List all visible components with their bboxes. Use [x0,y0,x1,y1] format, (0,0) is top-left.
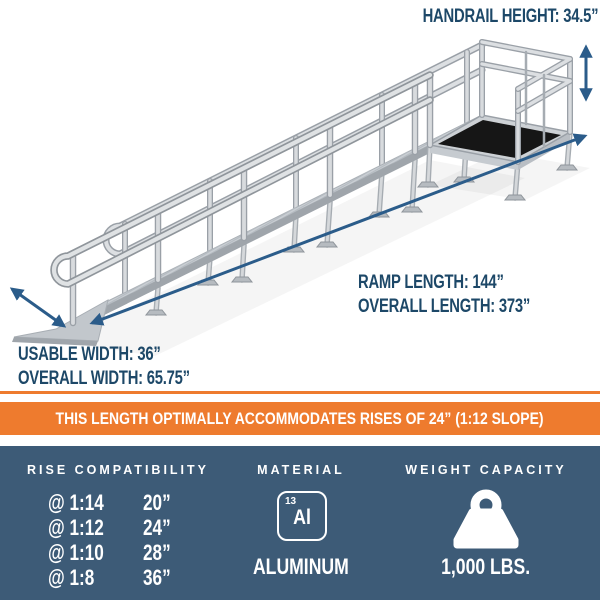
slope-banner-text: THIS LENGTH OPTIMALLY ACCOMMODATES RISES OF 24” (1:12 SLOPE) [56,408,544,428]
rise-value: 36” [143,565,171,590]
rise-ratio: @ 1:12 [48,515,104,540]
aluminum-element-icon [277,491,327,541]
rise-row [48,565,248,590]
rise-ratio: @ 1:14 [48,490,104,515]
rise-row [48,515,248,540]
specs-panel [0,446,600,600]
rise-compatibility-table [48,490,248,590]
rise-ratio: @ 1:8 [48,565,95,590]
slope-banner [0,402,600,435]
overall-width-arrow-icon [12,289,64,326]
element-symbol: Al [293,506,311,529]
rise-value: 20” [143,490,171,515]
orange-divider-rule [0,391,600,394]
rise-row [48,540,248,565]
element-number: 13 [285,496,297,507]
rise-row [48,490,248,515]
overall-length-label: OVERALL LENGTH: 373” [358,296,531,317]
weight-capacity-title: WEIGHT CAPACITY [405,463,567,477]
weight-icon [448,488,524,550]
ground-shadow [60,152,590,356]
rise-ratio: @ 1:10 [48,540,104,565]
weight-capacity-value: 1,000 LBS. [441,554,531,579]
rise-value: 28” [143,540,171,565]
material-title: MATERIAL [257,463,345,477]
usable-width-label: USABLE WIDTH: 36” [18,344,161,365]
overall-width-label: OVERALL WIDTH: 65.75” [18,368,190,389]
material-name: ALUMINUM [253,554,349,579]
ramp-length-label: RAMP LENGTH: 144” [358,272,504,293]
rise-compatibility-title: RISE COMPATIBILITY [26,463,209,477]
handrail-height-label: HANDRAIL HEIGHT: 34.5” [422,6,598,27]
rise-value: 24” [143,515,171,540]
